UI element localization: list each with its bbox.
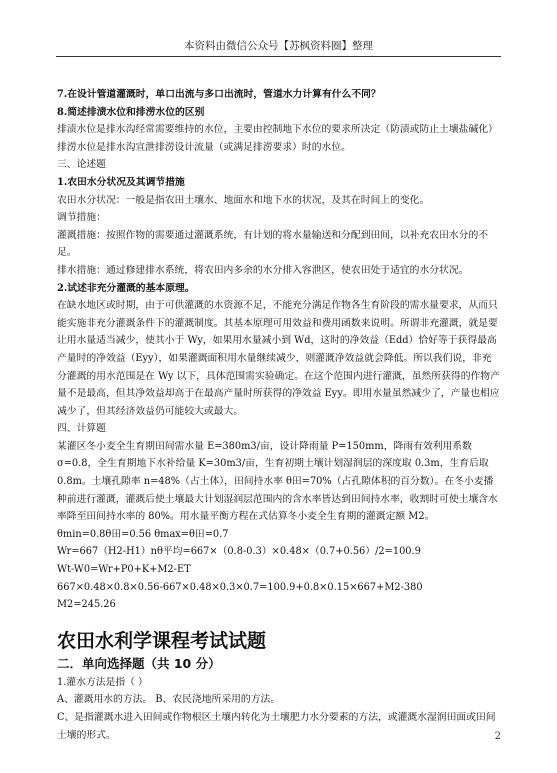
paragraph-flood-level: 排涝水位是排水沟宣泄排涝设计流量（或满足排涝要求）时的水位。 bbox=[57, 141, 351, 153]
single-choice-heading: 二．单向选择题（共 10 分） bbox=[57, 655, 221, 671]
page-number: 2 bbox=[494, 731, 501, 742]
choice-options-ab: A、灌溉用水的方法。 B、农民浇地所采用的方法。 bbox=[57, 694, 281, 706]
paragraph-irrigation: 灌溉措施：按照作物的需要通过灌溉系统，有计划的将水量输送和分配到田间，以补充农田水分的不足。 bbox=[57, 229, 489, 259]
paragraph-measures: 调节措施： bbox=[57, 212, 106, 224]
paragraph-water-status: 农田水分状况：一般是指农田土壤水、地面水和地下水的状况，及其在时间上的变化。 bbox=[57, 194, 430, 206]
section-essay-heading: 三、论述题 bbox=[57, 159, 106, 171]
paragraph-deficit-irrigation: 在缺水地区或时期，由于可供灌溉的水资源不足，不能充分满足作物各生育阶段的需水量要求，从而只能实施非充分灌溉条件下的灌溉制度。其基本原理可用效益和费用函数来说明。所谓非充灌溉，就是要让用水量适当减少，使其小于 Wy，如果用水量减小到 Wd，这时的净效益（Edd）恰好等于获得最高产量时的净效益（Eyy），如果灌溉面积用水量继续减少，则灌溉净效益就会降低。所以我们说，非充分灌溉的用水范围是在 Wy 以下，具体范围需实验确定。在这个范围内进行灌溉，虽然所获得的作物产量不是最高，但其净效益却高于在最高产量时所获得的净效益 Eyy。即用水量虽然减少了，产量也相应减少了，但其经济效益仍可能较大或最大。 bbox=[57, 300, 500, 417]
paragraph-drainage: 排水措施：通过修建排水系统，将农田内多余的水分排入容泄区，使农田处于适宜的水分状况。 bbox=[57, 264, 469, 276]
question-8: 8.简述排渍水位和排涝水位的区别 bbox=[57, 106, 205, 118]
formula-2: Wr=667（H2-H1）nθ平均=667×（0.8-0.3）×0.48×（0.7+0.56）/2=100.9 bbox=[57, 546, 421, 558]
choice-option-c: C、是指灌溉水进入田间或作物根区土壤内转化为土壤肥力水分要素的方法，或灌溉水湿润田面或田间土壤的形式。 bbox=[57, 712, 496, 741]
paragraph-calc-problem: 某灌区冬小麦全生育期田间需水量 E=380m3/亩，设计降雨量 P=150mm，降雨有效利用系数 σ=0.8，全生育期地下水补给量 K=30m3/亩，生育初期土壤计划湿润层的深度取 0.3m，生育后取 0.8m。土壤孔隙率 n=48%（占土体），田间持水率 θ田=70%（占孔隙体积的百分数）。在冬小麦播种前进行灌溉，灌溉后使土壤最大计划湿润层范围内的含水率皆达到田间持水率，收割时可使土壤含水率降至田间持水率的 80%。用水量平衡方程在式估算冬小麦全生育期的灌溉定额 M2。 bbox=[57, 440, 498, 523]
essay-question-1: 1.农田水分状况及其调节措施 bbox=[57, 176, 185, 188]
formula-1: θmin=0.8θ田=0.56 θmax=θ田=0.7 bbox=[57, 528, 229, 540]
header-divider bbox=[56, 56, 501, 57]
formula-5: M2=245.26 bbox=[57, 599, 116, 611]
section-calc-heading: 四、计算题 bbox=[57, 423, 106, 435]
choice-question-1: 1.灌水方法是指（ ） bbox=[57, 676, 148, 688]
document-body bbox=[57, 86, 501, 744]
page-header: 本资料由微信公众号【苏枫资料圈】整理 bbox=[184, 40, 373, 52]
formula-4: 667×0.48×0.8×0.56-667×0.48×0.3×0.7=100.9+0.8×0.15×667+M2-380 bbox=[57, 581, 423, 593]
formula-3: Wt-W0=Wr+P0+K+M2-ET bbox=[57, 564, 191, 576]
essay-question-2: 2.试述非充分灌溉的基本原理。 bbox=[57, 282, 195, 294]
paragraph-drainage-level: 排渍水位是排水沟经常需要维持的水位，主要由控制地下水位的要求所决定（防渍或防止土壤盐碱化） bbox=[57, 124, 498, 136]
question-7: 7.在设计管道灌溉时，单口出流与多口出流时，管道水力计算有什么不同？ bbox=[57, 89, 381, 100]
exam-title: 农田水利学课程考试试题 bbox=[57, 629, 267, 652]
